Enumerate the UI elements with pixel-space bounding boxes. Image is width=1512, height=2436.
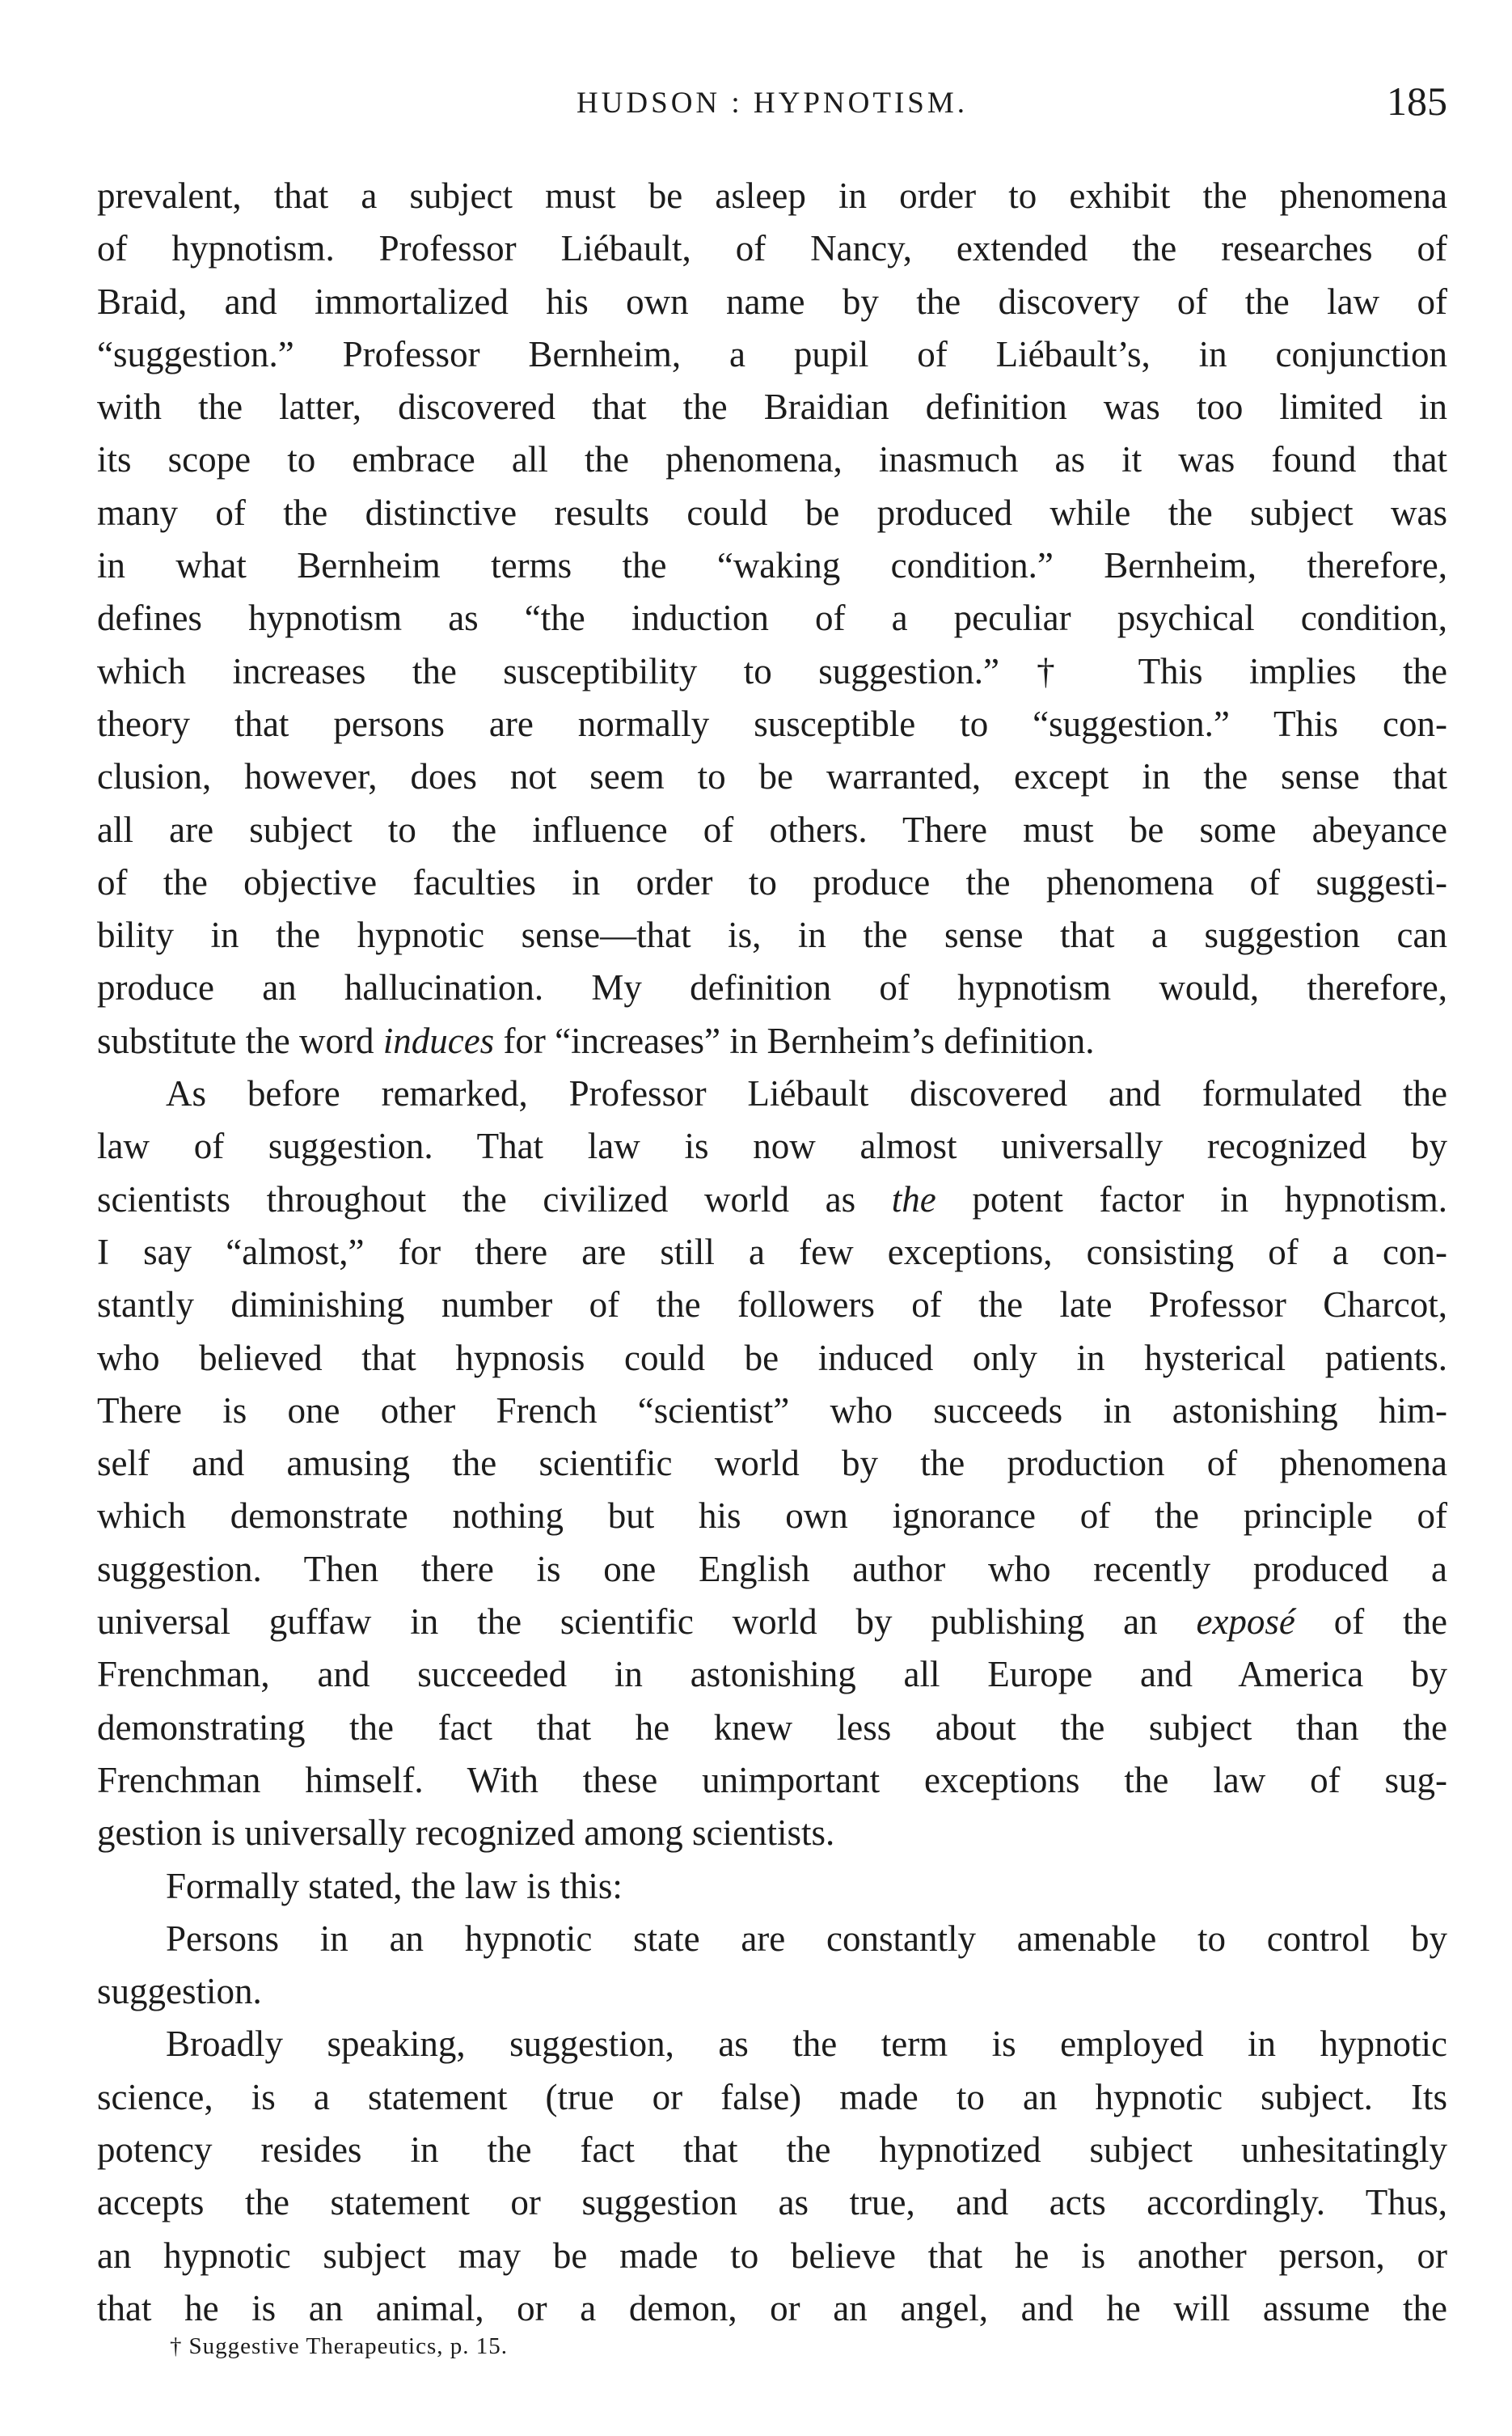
text-line: Formally stated, the law is this:: [166, 1865, 623, 1906]
text-line: produce an hallucination. My definition of hypnotism would, therefore,: [97, 967, 1447, 1009]
text-line: of the objective faculties in order to produce the phenomena of suggesti-: [97, 861, 1447, 903]
text-line: potency resides in the fact that the hypnotized subject unhesitatingly: [97, 2129, 1447, 2170]
text-line: Frenchman himself. With these unimportant exceptions the law of sug-: [97, 1759, 1447, 1800]
text-line: I say “almost,” for there are still a few exceptions, consisting of a con-: [97, 1231, 1447, 1272]
text-line: stantly diminishing number of the followers of the late Professor Charcot,: [97, 1284, 1447, 1326]
text-line: many of the distinctive results could be produced while the subject was: [97, 492, 1447, 533]
text-line: its scope to embrace all the phenomena, inasmuch as it was found that: [97, 439, 1447, 480]
body-text: [97, 170, 1447, 2335]
footnote: [170, 2333, 508, 2360]
text-line: Persons in an hypnotic state are constantly amenable to control by: [166, 1918, 1447, 1959]
text-line: scientists throughout the civilized world as the potent factor in hypnotism.: [97, 1178, 1447, 1220]
text-line: universal guffaw in the scientific world by publishing an exposé of the: [97, 1601, 1447, 1643]
text-line: law of suggestion. That law is now almost universally recognized by: [97, 1126, 1447, 1167]
text-line: defines hypnotism as “the induction of a peculiar psychical condition,: [97, 598, 1447, 639]
running-title: HUDSON : HYPNOTISM.: [576, 87, 969, 120]
text-line: self and amusing the scientific world by the production of phenomena: [97, 1443, 1447, 1484]
text-line: bility in the hypnotic sense—that is, in the sense that a suggestion can: [97, 915, 1447, 956]
text-line: Frenchman, and succeeded in astonishing all Europe and America by: [97, 1654, 1447, 1695]
footnote-mark: †: [170, 2333, 183, 2359]
text-line: There is one other French “scientist” who succeeds in astonishing him-: [97, 1389, 1447, 1431]
page-number: 185: [1387, 78, 1447, 124]
text-line: in what Bernheim terms the “waking condition.” Bernheim, therefore,: [97, 545, 1447, 586]
text-line: which increases the susceptibility to suggestion.”† This implies the: [97, 650, 1447, 691]
text-line: science, is a statement (true or false) made to an hypnotic subject. Its: [97, 2076, 1447, 2117]
text-line: all are subject to the influence of others. There must be some abeyance: [97, 809, 1447, 850]
text-line: with the latter, discovered that the Braidian definition was too limited in: [97, 387, 1447, 428]
text-line: of hypnotism. Professor Liébault, of Nancy, extended the researches of: [97, 228, 1447, 269]
text-line: suggestion. Then there is one English author who recently produced a: [97, 1548, 1447, 1589]
text-line: theory that persons are normally susceptible to “suggestion.” This con-: [97, 703, 1447, 744]
text-line: “suggestion.” Professor Bernheim, a pupil of Liébault’s, in conjunction: [97, 333, 1447, 374]
text-line: which demonstrate nothing but his own ignorance of the principle of: [97, 1495, 1447, 1537]
text-line: suggestion.: [97, 1971, 262, 2012]
text-line: As before remarked, Professor Liébault discovered and formulated the: [166, 1073, 1447, 1114]
text-line: demonstrating the fact that he knew less about the subject than the: [97, 1706, 1447, 1748]
text-line: prevalent, that a subject must be asleep in order to exhibit the phenomena: [97, 176, 1447, 216]
text-line: who believed that hypnosis could be induced only in hysterical patients.: [97, 1337, 1447, 1378]
text-line: that he is an animal, or a demon, or an angel, and he will assume the: [97, 2287, 1447, 2328]
text-line: substitute the word induces for “increases” in Bernheim’s definition.: [97, 1020, 1095, 1061]
text-line: Braid, and immortalized his own name by the discovery of the law of: [97, 281, 1447, 322]
text-line: gestion is universally recognized among scientists.: [97, 1812, 835, 1854]
running-head: [97, 74, 1447, 131]
text-line: accepts the statement or suggestion as true, and acts accordingly. Thus,: [97, 2182, 1447, 2223]
footnote-text: Suggestive Therapeutics, p. 15.: [188, 2333, 509, 2359]
text-line: Broadly speaking, suggestion, as the term is employed in hypnotic: [166, 2024, 1447, 2065]
text-line: clusion, however, does not seem to be warranted, except in the sense that: [97, 756, 1447, 797]
text-line: an hypnotic subject may be made to believe that he is another person, or: [97, 2235, 1447, 2276]
